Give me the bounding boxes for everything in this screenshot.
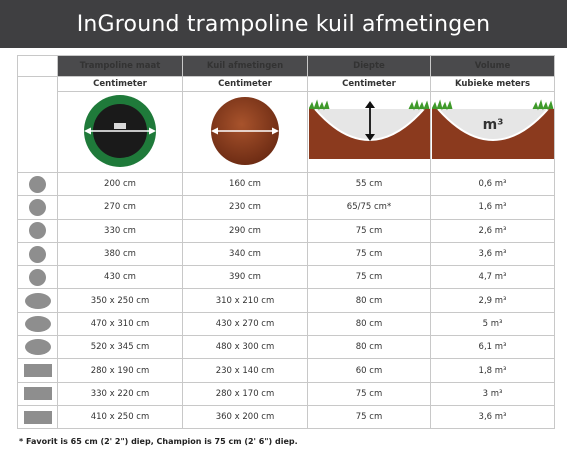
shape-cell [18,289,58,312]
table-row [18,382,555,405]
cell-trampoline: 470 x 310 cm [58,312,183,335]
rectangle-shape-icon [24,387,52,400]
cell-volume: 2,9 m³ [431,289,555,312]
oval-shape-icon [25,339,51,355]
cell-diepte: 60 cm [308,359,431,382]
table-row [18,312,555,335]
illustration-spacer [18,77,58,173]
rectangle-shape-icon [24,411,52,424]
shape-cell [18,242,58,265]
cell-diepte: 80 cm [308,312,431,335]
table-row [18,242,555,265]
shape-cell [18,266,58,289]
cell-trampoline: 280 x 190 cm [58,359,183,382]
cell-volume: 1,8 m³ [431,359,555,382]
table-row [18,405,555,428]
shape-cell [18,196,58,219]
table-row [18,219,555,242]
cell-volume: 3,6 m³ [431,242,555,265]
cell-volume: 6,1 m³ [431,336,555,359]
table-row [18,196,555,219]
subheader-diepte: Centimeter [308,77,431,92]
shape-cell [18,359,58,382]
table-corner [18,56,58,77]
cell-volume: 0,6 m³ [431,173,555,196]
cell-trampoline: 200 cm [58,173,183,196]
cell-diepte: 75 cm [308,219,431,242]
cell-volume: 1,6 m³ [431,196,555,219]
shape-cell [18,219,58,242]
cell-volume: 4,7 m³ [431,266,555,289]
cell-volume: 5 m³ [431,312,555,335]
table-row [18,359,555,382]
header-trampoline-maat: Trampoline maat [58,56,183,77]
circle-shape-icon [29,176,46,193]
page-title: InGround trampoline kuil afmetingen [0,0,567,48]
dimensions-table [17,55,555,429]
cell-diepte: 80 cm [308,289,431,312]
trampoline-top-view-icon [70,93,170,169]
cell-trampoline: 410 x 250 cm [58,405,183,428]
cell-kuil: 390 cm [183,266,308,289]
cell-volume: 2,6 m³ [431,219,555,242]
depth-illustration [308,92,431,173]
subheader-trampoline: Centimeter [58,77,183,92]
trampoline-illustration [58,92,183,173]
cell-kuil: 310 x 210 cm [183,289,308,312]
cell-diepte: 65/75 cm* [308,196,431,219]
cell-diepte: 75 cm [308,266,431,289]
oval-shape-icon [25,293,51,309]
cell-diepte: 75 cm [308,382,431,405]
volume-symbol: m³ [482,116,503,133]
table-row [18,173,555,196]
subheader-volume: Kubieke meters [431,77,555,92]
header-kuil-afmetingen: Kuil afmetingen [183,56,308,77]
footnote: * Favorit is 65 cm (2' 2") diep, Champion is 75 cm (2' 6") diep. [19,437,298,446]
rectangle-shape-icon [24,364,52,377]
cell-diepte: 55 cm [308,173,431,196]
cell-kuil: 160 cm [183,173,308,196]
cell-diepte: 80 cm [308,336,431,359]
cell-kuil: 480 x 300 cm [183,336,308,359]
cell-volume: 3 m³ [431,382,555,405]
pit-top-view-icon [195,93,295,169]
header-diepte: Diepte [308,56,431,77]
circle-shape-icon [29,246,46,263]
cell-kuil: 430 x 270 cm [183,312,308,335]
cell-trampoline: 330 cm [58,219,183,242]
header-volume: Volume [431,56,555,77]
pit-illustration [183,92,308,173]
cell-trampoline: 430 cm [58,266,183,289]
cell-diepte: 75 cm [308,242,431,265]
volume-cross-section-icon [432,93,554,169]
cell-trampoline: 270 cm [58,196,183,219]
table-row [18,266,555,289]
shape-cell [18,382,58,405]
circle-shape-icon [29,222,46,239]
oval-shape-icon [25,316,51,332]
cell-kuil: 340 cm [183,242,308,265]
cell-kuil: 360 x 200 cm [183,405,308,428]
cell-diepte: 75 cm [308,405,431,428]
shape-cell [18,312,58,335]
cell-volume: 3,6 m³ [431,405,555,428]
volume-illustration [431,92,555,173]
table-row [18,289,555,312]
cell-kuil: 280 x 170 cm [183,382,308,405]
cell-trampoline: 520 x 345 cm [58,336,183,359]
cell-trampoline: 380 cm [58,242,183,265]
cell-kuil: 290 cm [183,219,308,242]
shape-cell [18,405,58,428]
subheader-kuil: Centimeter [183,77,308,92]
table-row [18,336,555,359]
shape-cell [18,336,58,359]
cell-trampoline: 350 x 250 cm [58,289,183,312]
circle-shape-icon [29,199,46,216]
shape-cell [18,173,58,196]
cell-kuil: 230 x 140 cm [183,359,308,382]
circle-shape-icon [29,269,46,286]
depth-cross-section-icon [309,93,430,169]
cell-kuil: 230 cm [183,196,308,219]
cell-trampoline: 330 x 220 cm [58,382,183,405]
